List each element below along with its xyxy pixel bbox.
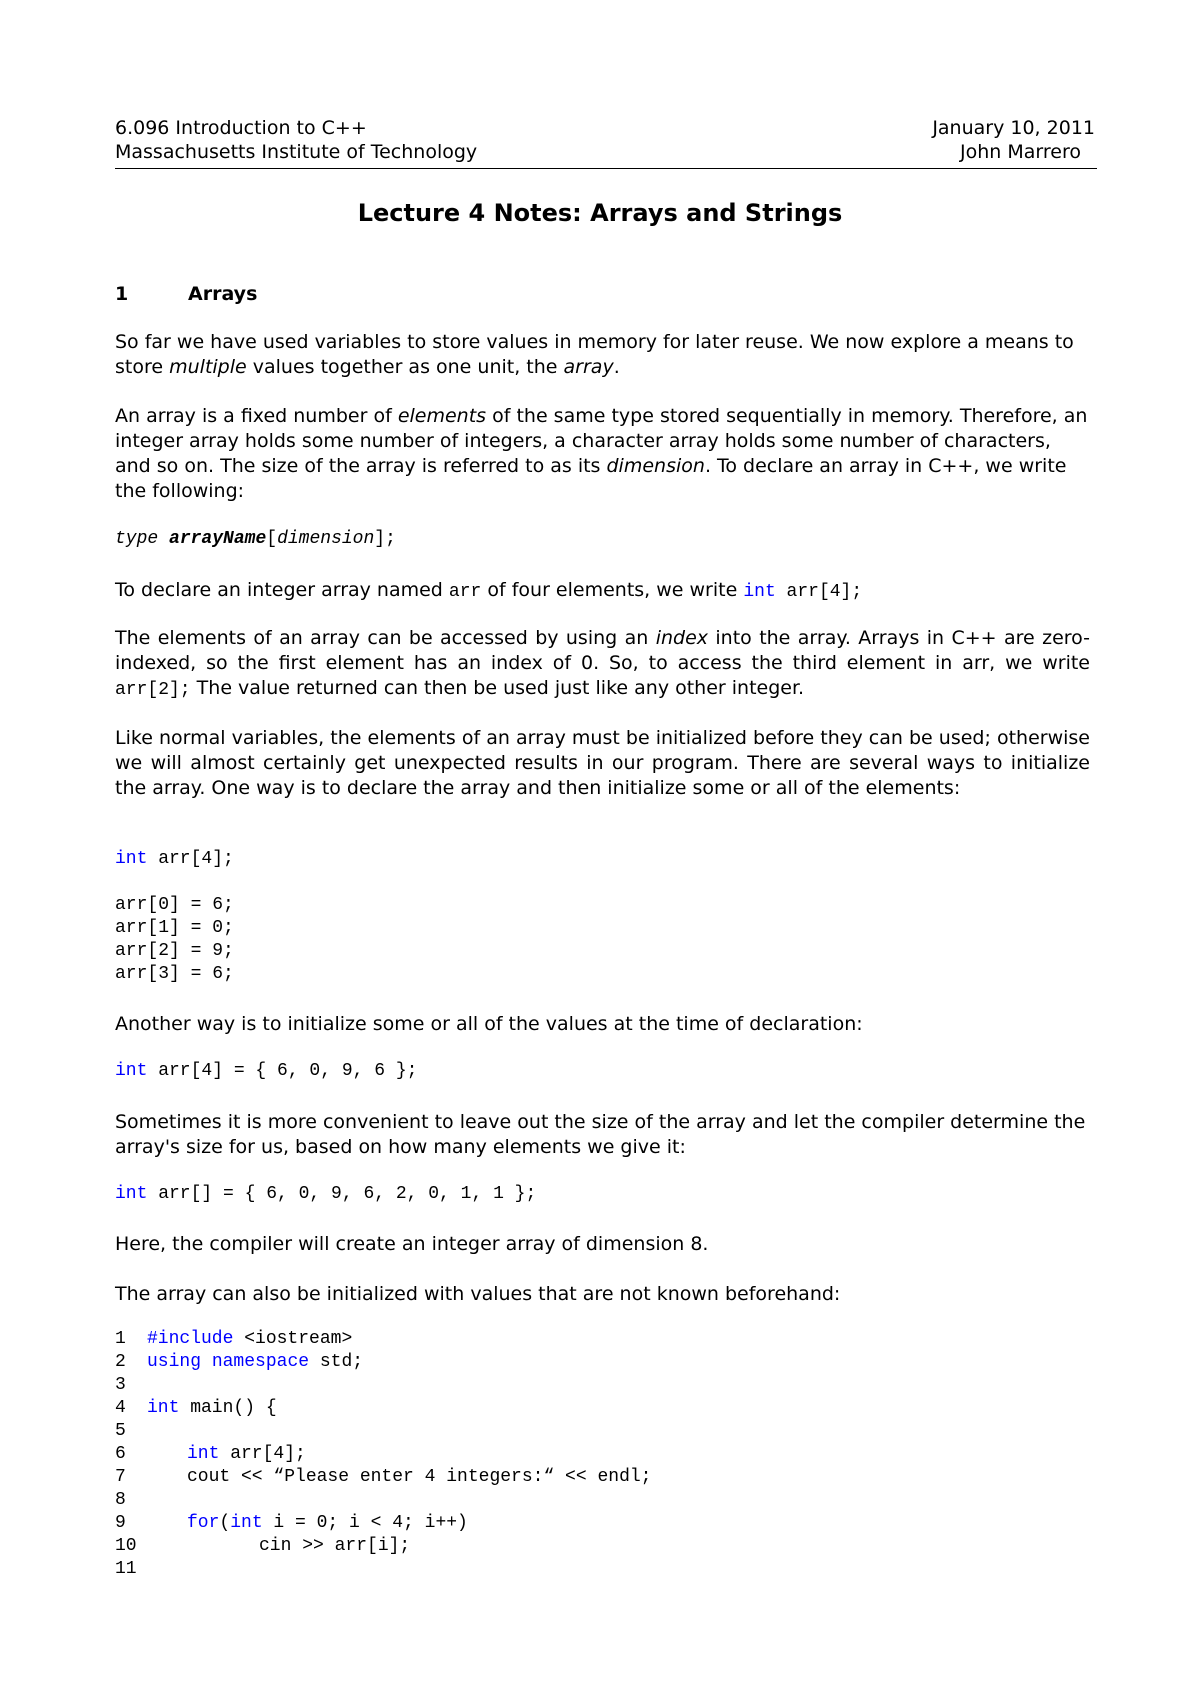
- code-keyword: int: [147, 1398, 180, 1418]
- text: into the array. Arrays in C++ are zero-indexed, so the first element has an index of 0. So, to access the third element in arr, we write: [115, 627, 1090, 674]
- paragraph-implicit-size: Sometimes it is more convenient to leave out the size of the array and let the compiler determine the array's size for us, based on how many elements we give it:: [115, 1111, 1086, 1158]
- text: .: [613, 356, 620, 378]
- program-line-2: [115, 1351, 363, 1374]
- code-line: arr[2] = 9;: [115, 941, 234, 961]
- paragraph-init-at-declaration: Another way is to initialize some or all of the values at the time of declaration:: [115, 1013, 863, 1035]
- program-line-11: [115, 1558, 147, 1581]
- line-number: 5: [115, 1421, 126, 1441]
- emphasis: multiple: [169, 356, 247, 378]
- emphasis: index: [655, 627, 709, 649]
- institution-name: Massachusetts Institute of Technology: [115, 141, 478, 163]
- line-number: 8: [115, 1490, 126, 1510]
- header-date: January 10, 2011: [932, 117, 1095, 139]
- program-line-9: [115, 1512, 468, 1535]
- code-text: (: [219, 1513, 231, 1533]
- program-line-3: [115, 1374, 147, 1397]
- emphasis: dimension: [606, 455, 705, 477]
- emphasis: array: [563, 356, 614, 378]
- code-keyword: int: [115, 849, 148, 869]
- code-keyword: int: [115, 1184, 148, 1204]
- code-text: cin >> arr[i];: [259, 1536, 411, 1556]
- section-number: 1: [115, 283, 129, 305]
- syntax-bracket: [: [266, 529, 278, 549]
- paragraph-runtime-init: The array can also be initialized with values that are not known beforehand:: [115, 1283, 841, 1305]
- paragraph-declare-example: [115, 578, 1090, 605]
- code-text: arr[] = { 6, 0, 9, 6, 2, 0, 1, 1 };: [147, 1184, 537, 1204]
- paragraph-intro: [115, 330, 1090, 380]
- author-name: John Marrero: [960, 141, 1081, 163]
- code-keyword: int: [230, 1513, 263, 1533]
- program-line-4: [115, 1397, 277, 1420]
- code-line: arr[0] = 6;: [115, 895, 234, 915]
- code-initializer-list: [115, 1060, 417, 1083]
- program-line-1: [115, 1328, 352, 1351]
- program-line-6: [115, 1443, 306, 1466]
- text: of the same type stored sequentially in memory. Therefore, an integer array holds some number of integers, a character array holds some number of characters, and so on. The size of the array is referred to as its: [115, 405, 1088, 477]
- code-text: arr[4] = { 6, 0, 9, 6 };: [147, 1061, 418, 1081]
- code-implicit-size: [115, 1183, 536, 1206]
- code-text: <iostream>: [233, 1329, 353, 1349]
- text: of four elements, we write: [481, 579, 744, 601]
- line-number: 9: [115, 1513, 126, 1533]
- paragraph-definition: [115, 404, 1090, 504]
- inline-code: arr[4];: [775, 582, 863, 602]
- line-number: 6: [115, 1444, 126, 1464]
- code-text: cout << “Please enter 4 integers:“ << endl;: [187, 1467, 652, 1487]
- inline-code-keyword: int: [743, 582, 776, 602]
- code-text: [201, 1352, 212, 1372]
- program-line-5: [115, 1420, 147, 1443]
- text: . To declare an array in C++, we write the following:: [115, 455, 1067, 502]
- program-line-7: [115, 1466, 651, 1489]
- text: So far we have used variables to store values in memory for later reuse. We now explore a means to store: [115, 331, 1074, 378]
- text: The elements of an array can be accessed by using an: [115, 627, 656, 649]
- course-name: 6.096 Introduction to C++: [115, 117, 367, 139]
- section-heading: [115, 282, 257, 306]
- code-declaration: [115, 848, 234, 871]
- paragraph-dimension-8: Here, the compiler will create an integer array of dimension 8.: [115, 1233, 709, 1255]
- syntax-type: type: [115, 529, 159, 549]
- paragraph-indexing: [115, 626, 1090, 703]
- code-keyword: int: [187, 1444, 220, 1464]
- code-keyword: int: [115, 1061, 148, 1081]
- code-keyword: namespace: [211, 1352, 310, 1372]
- code-text: i = 0; i < 4; i++): [262, 1513, 468, 1533]
- code-text: arr[4];: [147, 849, 234, 869]
- text: values together as one unit, the: [246, 356, 564, 378]
- inline-code: arr: [448, 582, 482, 602]
- header-divider: [115, 168, 1097, 169]
- paragraph-initialization: Like normal variables, the elements of an array must be initialized before they can be used; otherwise we will almost certainly get unexpected results in our program. There are several ways to initialize the array. One way is to declare the array and then initialize some or all of the elements:: [115, 727, 1090, 799]
- code-text: main() {: [179, 1398, 277, 1418]
- program-line-10: [115, 1535, 410, 1558]
- program-line-8: [115, 1489, 147, 1512]
- section-title: Arrays: [188, 283, 258, 305]
- line-number: 3: [115, 1375, 126, 1395]
- code-keyword: #include: [147, 1329, 234, 1349]
- code-line: arr[3] = 6;: [115, 964, 234, 984]
- text: An array is a fixed number of: [115, 405, 398, 427]
- line-number: 11: [115, 1559, 137, 1579]
- syntax-dimension: dimension: [277, 529, 375, 549]
- line-number: 4: [115, 1398, 126, 1418]
- line-number: 2: [115, 1352, 126, 1372]
- code-text: arr[4];: [219, 1444, 306, 1464]
- page-title: Lecture 4 Notes: Arrays and Strings: [357, 199, 843, 227]
- line-number: 10: [115, 1536, 137, 1556]
- text: To declare an integer array named: [115, 579, 449, 601]
- code-line: arr[1] = 0;: [115, 918, 234, 938]
- emphasis: elements: [397, 405, 487, 427]
- inline-code: arr[2];: [115, 680, 191, 700]
- line-number: 7: [115, 1467, 126, 1487]
- code-keyword: using: [147, 1352, 202, 1372]
- code-text: std;: [309, 1352, 364, 1372]
- line-number: 1: [115, 1329, 126, 1349]
- declaration-syntax: [115, 528, 396, 551]
- syntax-bracket: ];: [374, 529, 396, 549]
- code-keyword: for: [187, 1513, 220, 1533]
- text: The value returned can then be used just like any other integer.: [190, 677, 805, 699]
- syntax-name: arrayName: [169, 529, 267, 549]
